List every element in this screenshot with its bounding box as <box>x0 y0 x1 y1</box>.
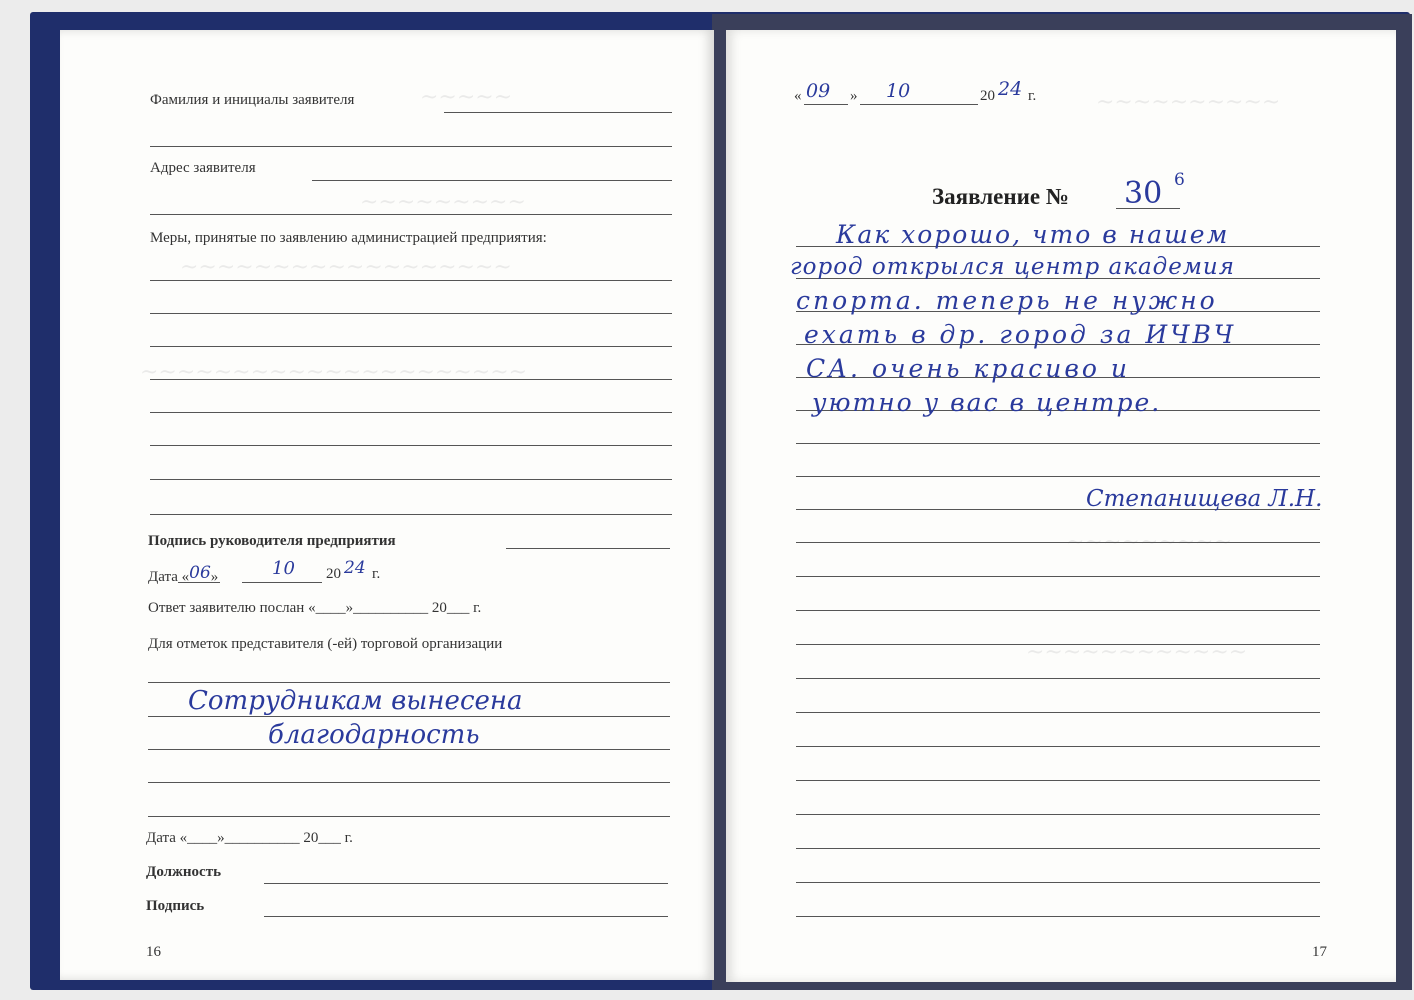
applicant-name-field-line2[interactable] <box>150 146 672 147</box>
statement-number-underline <box>1116 208 1180 209</box>
date-year-end: г. <box>1028 88 1037 104</box>
statement-line[interactable] <box>796 746 1320 747</box>
date-day-underline <box>804 104 848 105</box>
statement-line[interactable] <box>796 576 1320 577</box>
date-month-underline <box>860 104 978 105</box>
signature-label: Подпись <box>146 898 205 914</box>
statement-line[interactable] <box>796 476 1320 477</box>
bleed-through: ~~~~~~~~~~~~~~~~~~~~~ <box>140 360 528 385</box>
measures-line[interactable] <box>150 412 672 413</box>
statement-line[interactable] <box>796 916 1320 917</box>
statement-text-line: уютно у вас в центре. <box>812 388 1162 417</box>
measures-line[interactable] <box>150 479 672 480</box>
applicant-name-field[interactable] <box>444 112 672 113</box>
page-number-right: 17 <box>1312 944 1327 960</box>
statement-text-line: город открылся центр академия <box>790 254 1235 280</box>
measures-line[interactable] <box>150 379 672 380</box>
left-page <box>60 30 714 980</box>
right-page <box>726 30 1396 982</box>
date-year-prefix: 20 <box>980 88 995 104</box>
statement-text-line: спорта. теперь не нужно <box>796 286 1218 315</box>
date-label: Дата « <box>148 569 190 585</box>
date-day-handwritten: 09 <box>806 80 831 102</box>
measures-line[interactable] <box>150 514 672 515</box>
statement-line[interactable] <box>796 712 1320 713</box>
applicant-name-label: Фамилия и инициалы заявителя <box>150 92 355 108</box>
statement-line[interactable] <box>796 814 1320 815</box>
measures-label: Меры, принятые по заявлению администрацией предприятия: <box>150 230 547 246</box>
statement-text-line: СА. очень красиво и <box>806 354 1130 383</box>
measures-line[interactable] <box>150 280 672 281</box>
date-month-handwritten: 10 <box>886 80 911 102</box>
statement-number-handwritten: 30 <box>1124 176 1163 211</box>
applicant-address-field[interactable] <box>312 180 672 181</box>
date-month-underline <box>242 582 322 583</box>
statement-text-line: ехать в др. город за ИЧВЧ <box>804 320 1237 349</box>
measures-line[interactable] <box>150 346 672 347</box>
date-sep: » <box>850 88 858 104</box>
representative-line[interactable] <box>148 682 670 683</box>
date-sep: » <box>210 569 219 585</box>
manager-date <box>148 563 219 586</box>
date-day-handwritten: 06 <box>189 563 211 583</box>
statement-line[interactable] <box>796 848 1320 849</box>
date2-label: Дата «____»__________ 20___ г. <box>146 830 353 846</box>
date-open: « <box>794 88 802 104</box>
date-year-prefix: 20 <box>326 566 341 582</box>
representative-label: Для отметок представителя (-ей) торговой организации <box>148 636 503 652</box>
manager-signature-field[interactable] <box>506 548 670 549</box>
statement-line[interactable] <box>796 882 1320 883</box>
applicant-address-label: Адрес заявителя <box>150 160 256 176</box>
bleed-through: ~~~~~ <box>420 85 513 110</box>
statement-line[interactable] <box>796 678 1320 679</box>
bleed-through: ~~~~~~~~~~~~ <box>1026 640 1248 665</box>
statement-text-line: Как хорошо, что в нашем <box>836 220 1230 249</box>
statement-line[interactable] <box>796 644 1320 645</box>
statement-line[interactable] <box>796 542 1320 543</box>
date-year-end: г. <box>372 566 381 582</box>
representative-line[interactable] <box>148 816 670 817</box>
date-month-handwritten: 10 <box>272 558 295 579</box>
bleed-through: ~~~~~~~~~ <box>360 190 526 215</box>
signature-field[interactable] <box>264 916 668 917</box>
measures-line[interactable] <box>150 313 672 314</box>
statement-line[interactable] <box>796 610 1320 611</box>
representative-line[interactable] <box>148 716 670 717</box>
reply-sent-label: Ответ заявителю послан «____»__________ 20___ г. <box>148 600 482 616</box>
bleed-through: ~~~~~~~~~~ <box>1096 90 1281 115</box>
date-year-suffix-handwritten: 24 <box>344 558 366 578</box>
statement-line[interactable] <box>796 780 1320 781</box>
manager-signature-label: Подпись руководителя предприятия <box>148 533 396 549</box>
statement-line[interactable] <box>796 443 1320 444</box>
date-day-underline <box>178 582 220 583</box>
representative-line[interactable] <box>148 782 670 783</box>
position-field[interactable] <box>264 883 668 884</box>
bleed-through: ~~~~~~~~~~~~~~~~~~ <box>180 255 512 280</box>
bleed-through: ~~~~~~~~~ <box>1066 530 1232 555</box>
position-label: Должность <box>146 864 222 880</box>
representative-note-line1: Сотрудникам вынесена <box>188 686 523 716</box>
applicant-address-field-line2[interactable] <box>150 214 672 215</box>
statement-title: Заявление № <box>932 184 1069 209</box>
page-number-left: 16 <box>146 944 161 960</box>
date-year-suffix-handwritten: 24 <box>998 78 1023 100</box>
representative-note-line2: благодарность <box>268 720 480 750</box>
applicant-signature: Степанищева Л.Н. <box>1086 486 1323 512</box>
measures-line[interactable] <box>150 445 672 446</box>
statement-number-sup: 6 <box>1174 170 1185 190</box>
